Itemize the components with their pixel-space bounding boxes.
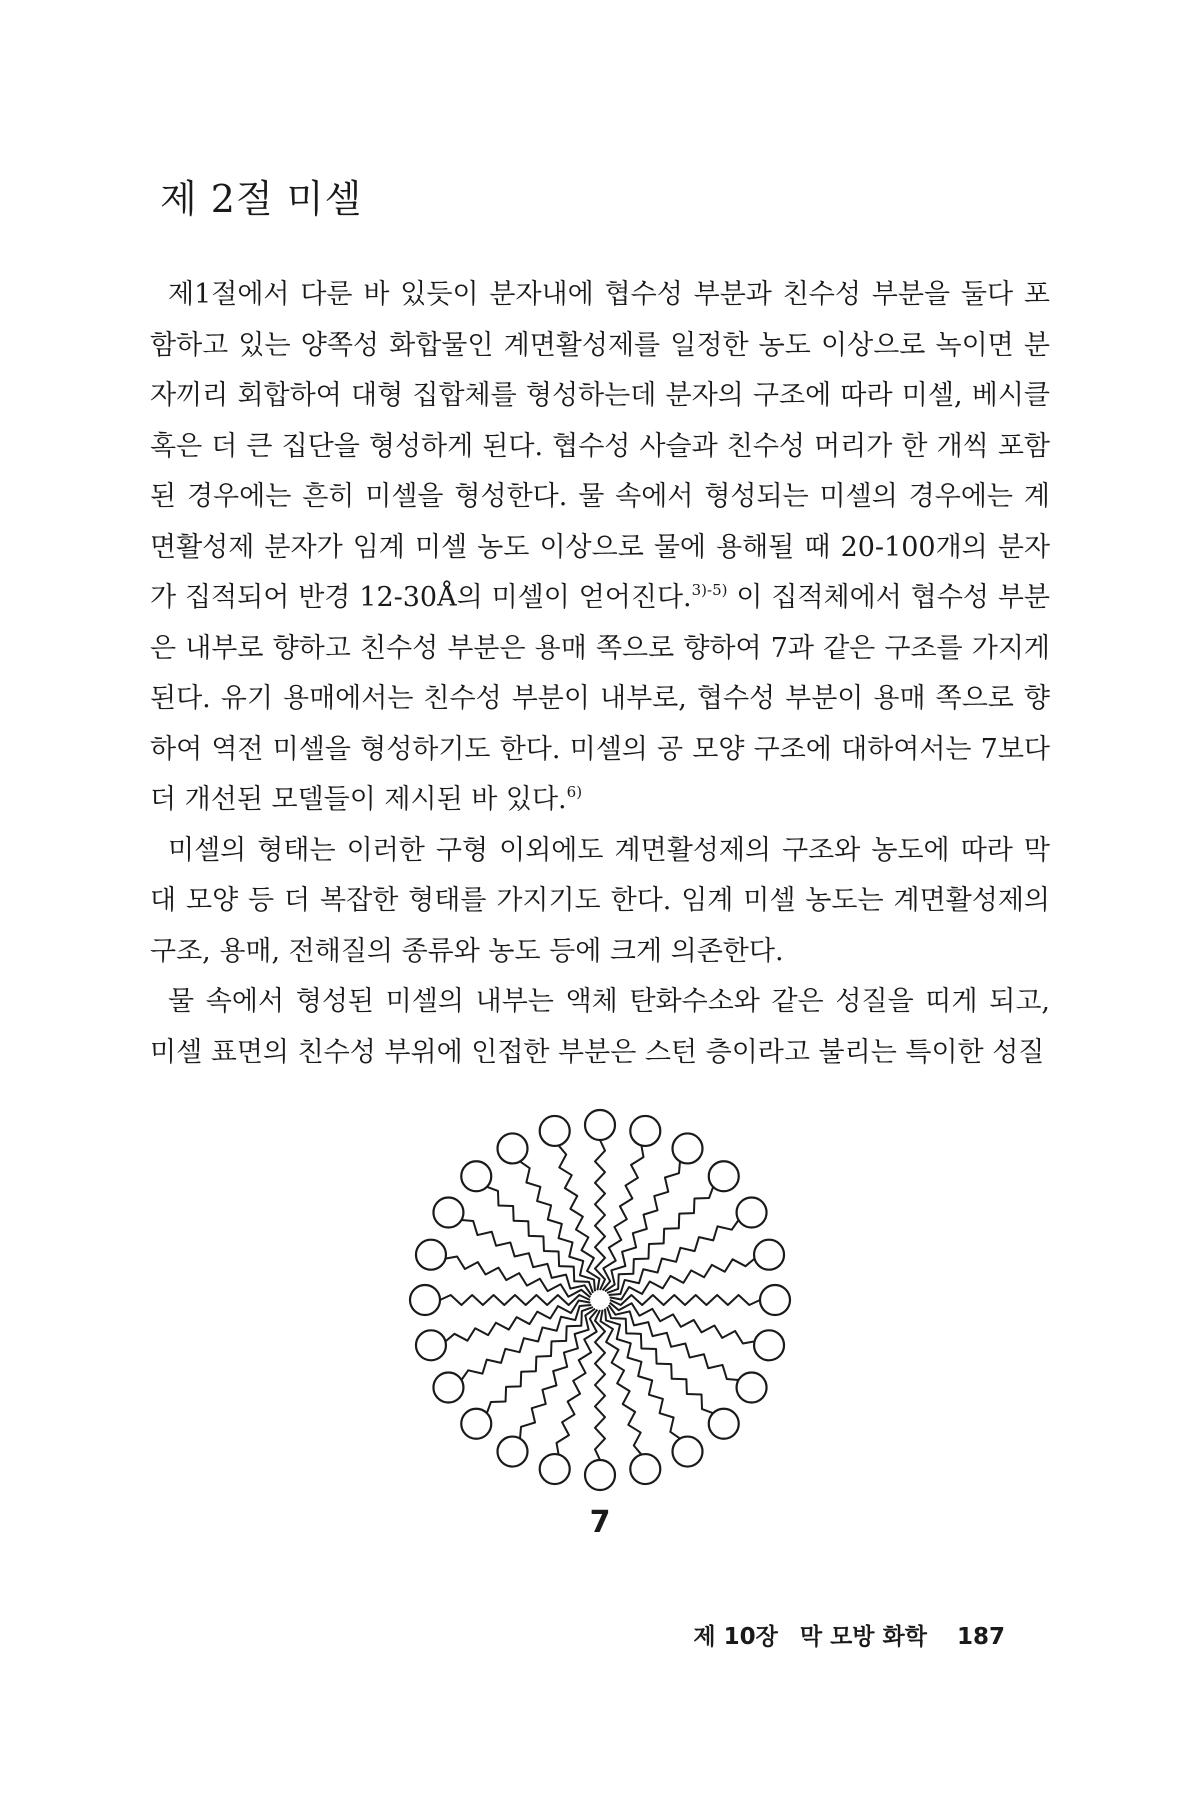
figure-label: 7 bbox=[589, 1505, 611, 1540]
citation-6: 6) bbox=[566, 783, 583, 801]
page-number: 187 bbox=[956, 1624, 1005, 1650]
hydrophilic-head bbox=[709, 1161, 739, 1191]
hydrophobic-tail bbox=[559, 1145, 600, 1290]
surfactant-molecule bbox=[610, 1240, 784, 1300]
hydrophilic-head bbox=[461, 1409, 491, 1439]
hydrophilic-head bbox=[540, 1116, 570, 1146]
hydrophobic-tail bbox=[520, 1161, 595, 1291]
hydrophilic-head bbox=[760, 1285, 790, 1315]
footer-title: 막 모방 화학 bbox=[799, 1624, 927, 1650]
surfactant-molecule bbox=[416, 1301, 590, 1361]
micelle-diagram bbox=[390, 1090, 810, 1510]
hydrophobic-tail bbox=[445, 1257, 590, 1298]
footer-chapter: 제 10장 bbox=[693, 1624, 778, 1650]
hydrophobic-tail bbox=[610, 1259, 755, 1300]
hydrophilic-head bbox=[737, 1198, 767, 1228]
hydrophobic-tail bbox=[445, 1301, 590, 1342]
hydrophobic-tail bbox=[609, 1220, 739, 1295]
body-text bbox=[150, 270, 1050, 1078]
surfactant-molecule bbox=[540, 1116, 600, 1290]
surfactant-molecule bbox=[498, 1133, 596, 1291]
hydrophilic-head bbox=[673, 1437, 703, 1467]
hydrophilic-head bbox=[754, 1330, 784, 1360]
surfactant-molecule bbox=[433, 1305, 591, 1403]
hydrophilic-head bbox=[737, 1373, 767, 1403]
surfactant-molecule bbox=[540, 1310, 598, 1484]
running-footer bbox=[693, 1618, 1005, 1651]
hydrophobic-tail bbox=[461, 1305, 591, 1380]
hydrophilic-head bbox=[498, 1133, 528, 1163]
paragraph-1-text-b: 이 집적체에서 협수성 부분은 내부로 향하고 친수성 부분은 용매 쪽으로 향하여 7과 같은 구조를 가지게 된다. 유기 용매에서는 친수성 부분이 내부로, 협수성 부분이 용매 쪽으로 향하여 역전 미셀을 형성하기도 한다. 미셀의 공 모양 구조에 대하여서는 7보다 더 개선된 모델들이 제시된 바 있다. bbox=[150, 582, 1050, 815]
hydrophilic-head bbox=[433, 1373, 463, 1403]
hydrophilic-head bbox=[585, 1110, 615, 1140]
hydrophobic-tail bbox=[603, 1145, 644, 1290]
hydrophilic-head bbox=[416, 1330, 446, 1360]
hydrophilic-head bbox=[630, 1454, 660, 1484]
citation-3-5: 3)-5) bbox=[691, 581, 728, 599]
section-title: 제 2절 미셀 bbox=[160, 177, 363, 221]
surfactant-molecule bbox=[610, 1303, 784, 1361]
hydrophilic-head bbox=[540, 1454, 570, 1484]
hydrophobic-tail bbox=[601, 1310, 642, 1455]
hydrophilic-head bbox=[673, 1133, 703, 1163]
hydrophobic-tail bbox=[605, 1309, 680, 1439]
hydrophilic-head bbox=[416, 1240, 446, 1270]
hydrophilic-head bbox=[630, 1116, 660, 1146]
hydrophobic-tail bbox=[557, 1310, 598, 1455]
surfactant-molecule bbox=[416, 1240, 590, 1298]
hydrophilic-head bbox=[498, 1437, 528, 1467]
paragraph-3: 물 속에서 형성된 미셀의 내부는 액체 탄화수소와 같은 성질을 띠게 되고, 미셀 표면의 친수성 부위에 인접한 부분은 스턴 층이라고 불리는 특이한 성질 bbox=[150, 986, 1050, 1068]
surfactant-molecule bbox=[603, 1116, 661, 1290]
surfactant-molecule bbox=[605, 1309, 703, 1467]
hydrophilic-head bbox=[709, 1409, 739, 1439]
paragraph-1 bbox=[150, 270, 1050, 826]
hydrophilic-head bbox=[585, 1460, 615, 1490]
paragraph-2: 미셀의 형태는 이러한 구형 이외에도 계면활성제의 구조와 농도에 따라 막대 모양 등 더 복잡한 형태를 가지기도 한다. 임계 미셀 농도는 계면활성제의 구조, 용매, 전해질의 종류와 농도 등에 크게 의존한다. bbox=[150, 834, 1050, 967]
hydrophilic-head bbox=[433, 1198, 463, 1228]
surfactant-molecule bbox=[609, 1198, 767, 1296]
paragraph-1-text-a: 제1절에서 다룬 바 있듯이 분자내에 협수성 부분과 친수성 부분을 둘다 포함하고 있는 양쪽성 화합물인 계면활성제를 일정한 농도 이상으로 녹이면 분자끼리 회합하여 대형 집합체를 형성하는데 분자의 구조에 따라 미셀, 베시클 혹은 더 큰 집단을 형성하게 된다. 협수성 사슬과 친수성 머리가 한 개씩 포함된 경우에는 흔히 미셀을 형성한다. 물 속에서 형성되는 미셀의 경우에는 계면활성제 분자가 임계 미셀 농도 이상으로 물에 용해될 때 20-100개의 분자가 집적되어 반경 12-30Å의 미셀이 얻어진다. bbox=[150, 279, 1050, 613]
hydrophobic-tail bbox=[610, 1303, 755, 1344]
hydrophilic-head bbox=[461, 1161, 491, 1191]
hydrophilic-head bbox=[410, 1285, 440, 1315]
hydrophilic-head bbox=[754, 1240, 784, 1270]
surfactant-molecule bbox=[601, 1310, 661, 1484]
